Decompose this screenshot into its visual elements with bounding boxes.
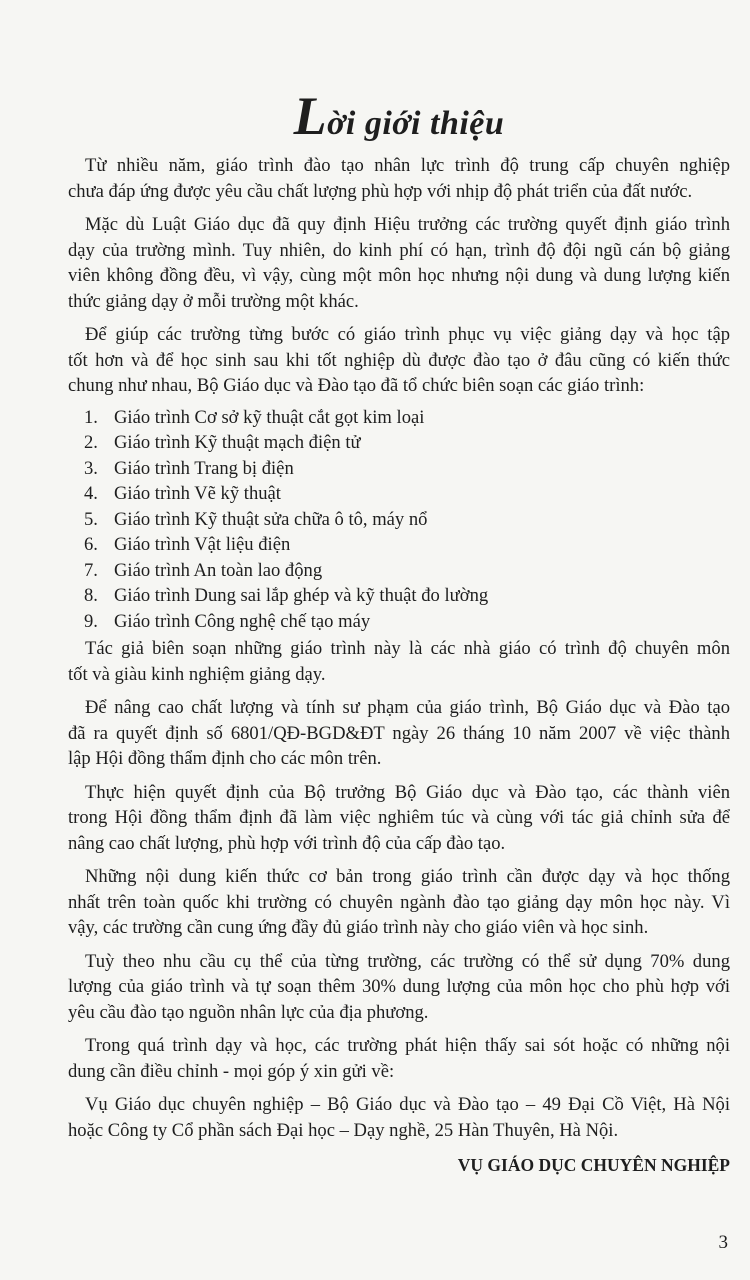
text-line: Những nội dung kiến thức cơ bản trong giáo trình cần được dạy và học thống (85, 866, 730, 887)
list-item (68, 456, 730, 482)
title-rest: ời giới thiệu (327, 105, 505, 142)
list-number: 4. (84, 483, 98, 504)
text-line: Mặc dù Luật Giáo dục đã quy định Hiệu trưởng các trường quyết định giáo trình (85, 214, 730, 235)
list-item (68, 583, 730, 609)
paragraph (68, 1092, 730, 1143)
list-number: 7. (84, 559, 98, 581)
list-text: Giáo trình Dung sai lắp ghép và kỹ thuật đo lường (114, 585, 489, 606)
text-line: vậy, các trường cần cung ứng đầy đủ giáo trình này cho giáo viên và học sinh. (68, 917, 649, 938)
list-text: Giáo trình Vật liệu điện (114, 534, 291, 555)
list-number: 5. (84, 508, 98, 530)
text-line: lập Hội đồng thẩm định cho các môn trên. (68, 748, 382, 769)
text-line: Tuỳ theo nhu cầu cụ thể của từng trường, các trường có thể sử dụng 70% dung (85, 950, 730, 972)
list-item (68, 430, 730, 456)
list-text: Giáo trình Kỹ thuật mạch điện tử (114, 432, 361, 453)
title-initial: L (293, 86, 328, 146)
textbook-list (68, 405, 730, 635)
list-text: Giáo trình Trang bị điện (114, 457, 294, 479)
list-number: 1. (84, 406, 98, 428)
list-number: 6. (84, 534, 98, 555)
list-text: Giáo trình An toàn lao động (114, 559, 323, 581)
page-number: 3 (718, 1232, 728, 1253)
list-text: Giáo trình Vẽ kỹ thuật (114, 483, 281, 504)
list-number: 8. (84, 585, 98, 606)
text-line: tốt và giàu kinh nghiệm giảng dạy. (68, 663, 326, 685)
list-number: 2. (84, 432, 98, 453)
text-line: Thực hiện quyết định của Bộ trưởng Bộ Giáo dục và Đào tạo, các thành viên (85, 781, 730, 803)
text-line: dạy của trường mình. Tuy nhiên, do kinh phí có hạn, trình độ đội ngũ cán bộ giảng (68, 239, 730, 261)
list-item (68, 481, 730, 507)
text-line: nhất trên toàn quốc khi trường có chuyên ngành đào tạo giảng dạy môn học này. Vì (68, 891, 730, 913)
text-line: nâng cao chất lượng, phù hợp với trình độ của cấp đào tạo. (68, 832, 506, 854)
list-item (68, 405, 730, 431)
paragraph (68, 322, 730, 399)
list-item (68, 532, 730, 558)
paragraph (68, 153, 730, 204)
text-line: Tác giả biên soạn những giáo trình này là các nhà giáo có trình độ chuyên môn (85, 638, 730, 659)
list-number: 9. (84, 610, 98, 632)
text-line: Từ nhiều năm, giáo trình đào tạo nhân lực trình độ trung cấp chuyên nghiệp (85, 155, 730, 176)
text-line: dung cần điều chỉnh - mọi góp ý xin gửi về: (68, 1060, 395, 1082)
paragraph (68, 1033, 730, 1084)
list-item (68, 558, 730, 584)
text-line: yêu cầu đào tạo nguồn nhân lực của địa phương. (68, 1001, 429, 1023)
list-item (68, 609, 730, 635)
paragraph (68, 636, 730, 687)
text-line: lượng của giáo trình và tự soạn thêm 30% dung lượng của môn học cho phù hợp với (68, 976, 730, 997)
list-text: Giáo trình Kỹ thuật sửa chữa ô tô, máy nổ (114, 508, 428, 530)
text-line: Trong quá trình dạy và học, các trường phát hiện thấy sai sót hoặc có những nội (85, 1035, 730, 1056)
text-line: thức giảng dạy ở mỗi trường một khác. (68, 290, 359, 312)
list-text: Giáo trình Công nghệ chế tạo máy (114, 610, 371, 632)
text-line: chung như nhau, Bộ Giáo dục và Đào tạo đã tổ chức biên soạn các giáo trình: (68, 375, 645, 396)
page-title (68, 88, 730, 144)
body-text (68, 153, 730, 1177)
text-line: Để giúp các trường từng bước có giáo trình phục vụ việc giảng dạy và học tập (85, 324, 730, 345)
text-line: hoặc Công ty Cổ phần sách Đại học – Dạy nghề, 25 Hàn Thuyên, Hà Nội. (68, 1119, 619, 1141)
paragraph (68, 864, 730, 941)
paragraph (68, 695, 730, 772)
paragraph (68, 949, 730, 1026)
signature: VỤ GIÁO DỤC CHUYÊN NGHIỆP (457, 1155, 730, 1175)
text-line: Để nâng cao chất lượng và tính sư phạm của giáo trình, Bộ Giáo dục và Đào tạo (85, 697, 730, 718)
text-line: trong Hội đồng thẩm định đã làm việc nghiêm túc và cùng với tác giả chỉnh sửa để (68, 807, 730, 828)
paragraph (68, 780, 730, 857)
list-item (68, 507, 730, 533)
text-line: viên không đồng đều, vì vậy, cùng một môn học nhưng nội dung và dung lượng kiến (68, 265, 730, 286)
list-text: Giáo trình Cơ sở kỹ thuật cắt gọt kim loại (114, 406, 425, 428)
paragraph (68, 212, 730, 314)
text-line: tốt hơn và để học sinh sau khi tốt nghiệp dù được đào tạo ở đâu cũng có kiến thức (68, 349, 730, 371)
text-line: Vụ Giáo dục chuyên nghiệp – Bộ Giáo dục và Đào tạo – 49 Đại Cồ Việt, Hà Nội (85, 1094, 730, 1115)
list-number: 3. (84, 457, 98, 479)
text-line: đã ra quyết định số 6801/QĐ-BGD&ĐT ngày 26 tháng 10 năm 2007 về việc thành (68, 722, 730, 744)
text-line: chưa đáp ứng được yêu cầu chất lượng phù hợp với nhịp độ phát triển của đất nước. (68, 180, 693, 202)
